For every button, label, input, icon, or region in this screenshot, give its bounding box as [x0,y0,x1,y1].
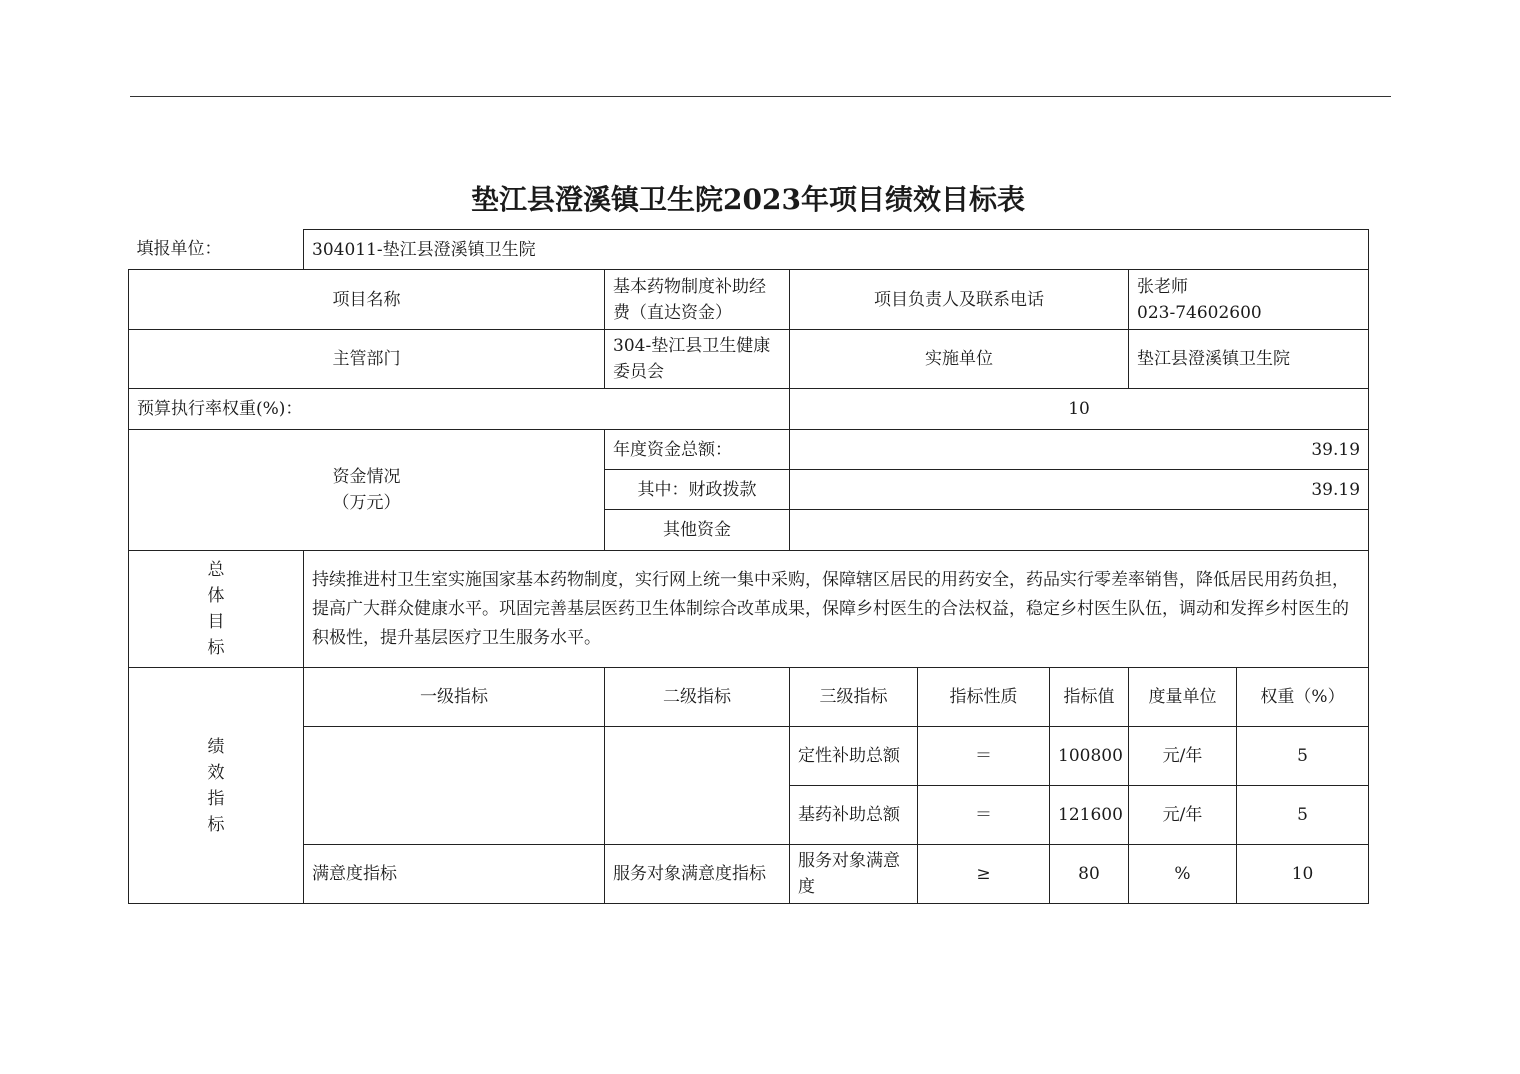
indicator-label [129,668,304,904]
goal-label-char: 目 [207,612,225,632]
contact-phone: 023-74602600 [1137,302,1262,323]
row-l1 [304,727,605,845]
indicator-header-row [129,668,1369,727]
dept-row [129,330,1369,389]
row-l1: 满意度指标 [304,845,605,904]
table-row [129,845,1369,904]
budget-label: 预算执行率权重(%)： [129,389,790,430]
impl-label: 实施单位 [790,330,1129,389]
funds-label-cell [129,430,605,551]
filler-row [129,230,1369,270]
page-title: 垫江县澄溪镇卫生院2023年项目绩效目标表 [471,183,1025,216]
row-l2 [605,727,790,845]
project-name-row [129,270,1369,330]
contact-label: 项目负责人及联系电话 [790,270,1129,330]
row-l2: 服务对象满意度指标 [605,845,790,904]
funds-other-value [790,510,1369,551]
goal-row [129,551,1369,668]
row-nature: ＝ [918,727,1050,786]
row-weight: 10 [1237,845,1369,904]
goal-label-char: 标 [207,638,225,658]
performance-table [128,229,1369,904]
row-l3: 基药补助总额 [790,786,918,845]
row-value: 100800 [1050,727,1129,786]
project-name-label: 项目名称 [129,270,605,330]
goal-label-char: 体 [207,586,225,606]
header-nature: 指标性质 [918,668,1050,727]
funds-total-value: 39.19 [790,430,1369,470]
table-row [129,727,1369,786]
header-l3: 三级指标 [790,668,918,727]
row-unit: 元/年 [1129,786,1237,845]
dept-label: 主管部门 [129,330,605,389]
row-nature: ≥ [918,845,1050,904]
project-name-value: 基本药物制度补助经费（直达资金） [605,270,790,330]
funds-label: 资金情况 [332,467,401,487]
impl-value: 垫江县澄溪镇卫生院 [1129,330,1369,389]
row-weight: 5 [1237,727,1369,786]
filler-value: 304011-垫江县澄溪镇卫生院 [304,230,1369,270]
funds-fiscal-value: 39.19 [790,470,1369,510]
row-l3: 服务对象满意度 [790,845,918,904]
funds-other-label: 其他资金 [605,510,790,551]
header-l2: 二级指标 [605,668,790,727]
row-nature: ＝ [918,786,1050,845]
header-value: 指标值 [1050,668,1129,727]
indicator-label-char: 绩 [207,736,225,757]
dept-value: 304-垫江县卫生健康委员会 [605,330,790,389]
goal-label [129,551,304,668]
indicator-label-char: 指 [207,788,225,809]
funds-total-row [129,430,1369,470]
budget-row [129,389,1369,430]
indicator-label-char: 效 [207,762,225,783]
row-l3: 定性补助总额 [790,727,918,786]
funds-fiscal-label: 其中：财政拨款 [605,470,790,510]
funds-total-label: 年度资金总额： [605,430,790,470]
indicator-label-char: 标 [207,814,225,835]
row-unit: 元/年 [1129,727,1237,786]
header-l1: 一级指标 [304,668,605,727]
row-unit: % [1129,845,1237,904]
contact-name: 张老师 [1137,276,1188,297]
row-value: 121600 [1050,786,1129,845]
goal-label-char: 总 [207,560,225,580]
funds-unit: （万元） [332,493,401,513]
filler-label: 填报单位： [129,230,304,270]
header-weight: 权重（%） [1237,668,1369,727]
header-unit: 度量单位 [1129,668,1237,727]
row-value: 80 [1050,845,1129,904]
row-weight: 5 [1237,786,1369,845]
budget-value: 10 [790,389,1369,430]
contact-value [1129,270,1369,330]
header-rule [130,96,1391,97]
goal-text: 持续推进村卫生室实施国家基本药物制度，实行网上统一集中采购，保障辖区居民的用药安全，药品实行零差率销售，降低居民用药负担，提高广大群众健康水平。巩固完善基层医药卫生体制综合改革成果，保障乡村医生的合法权益，稳定乡村医生队伍，调动和发挥乡村医生的积极性，提升基层医疗卫生服务水平。 [304,551,1369,668]
